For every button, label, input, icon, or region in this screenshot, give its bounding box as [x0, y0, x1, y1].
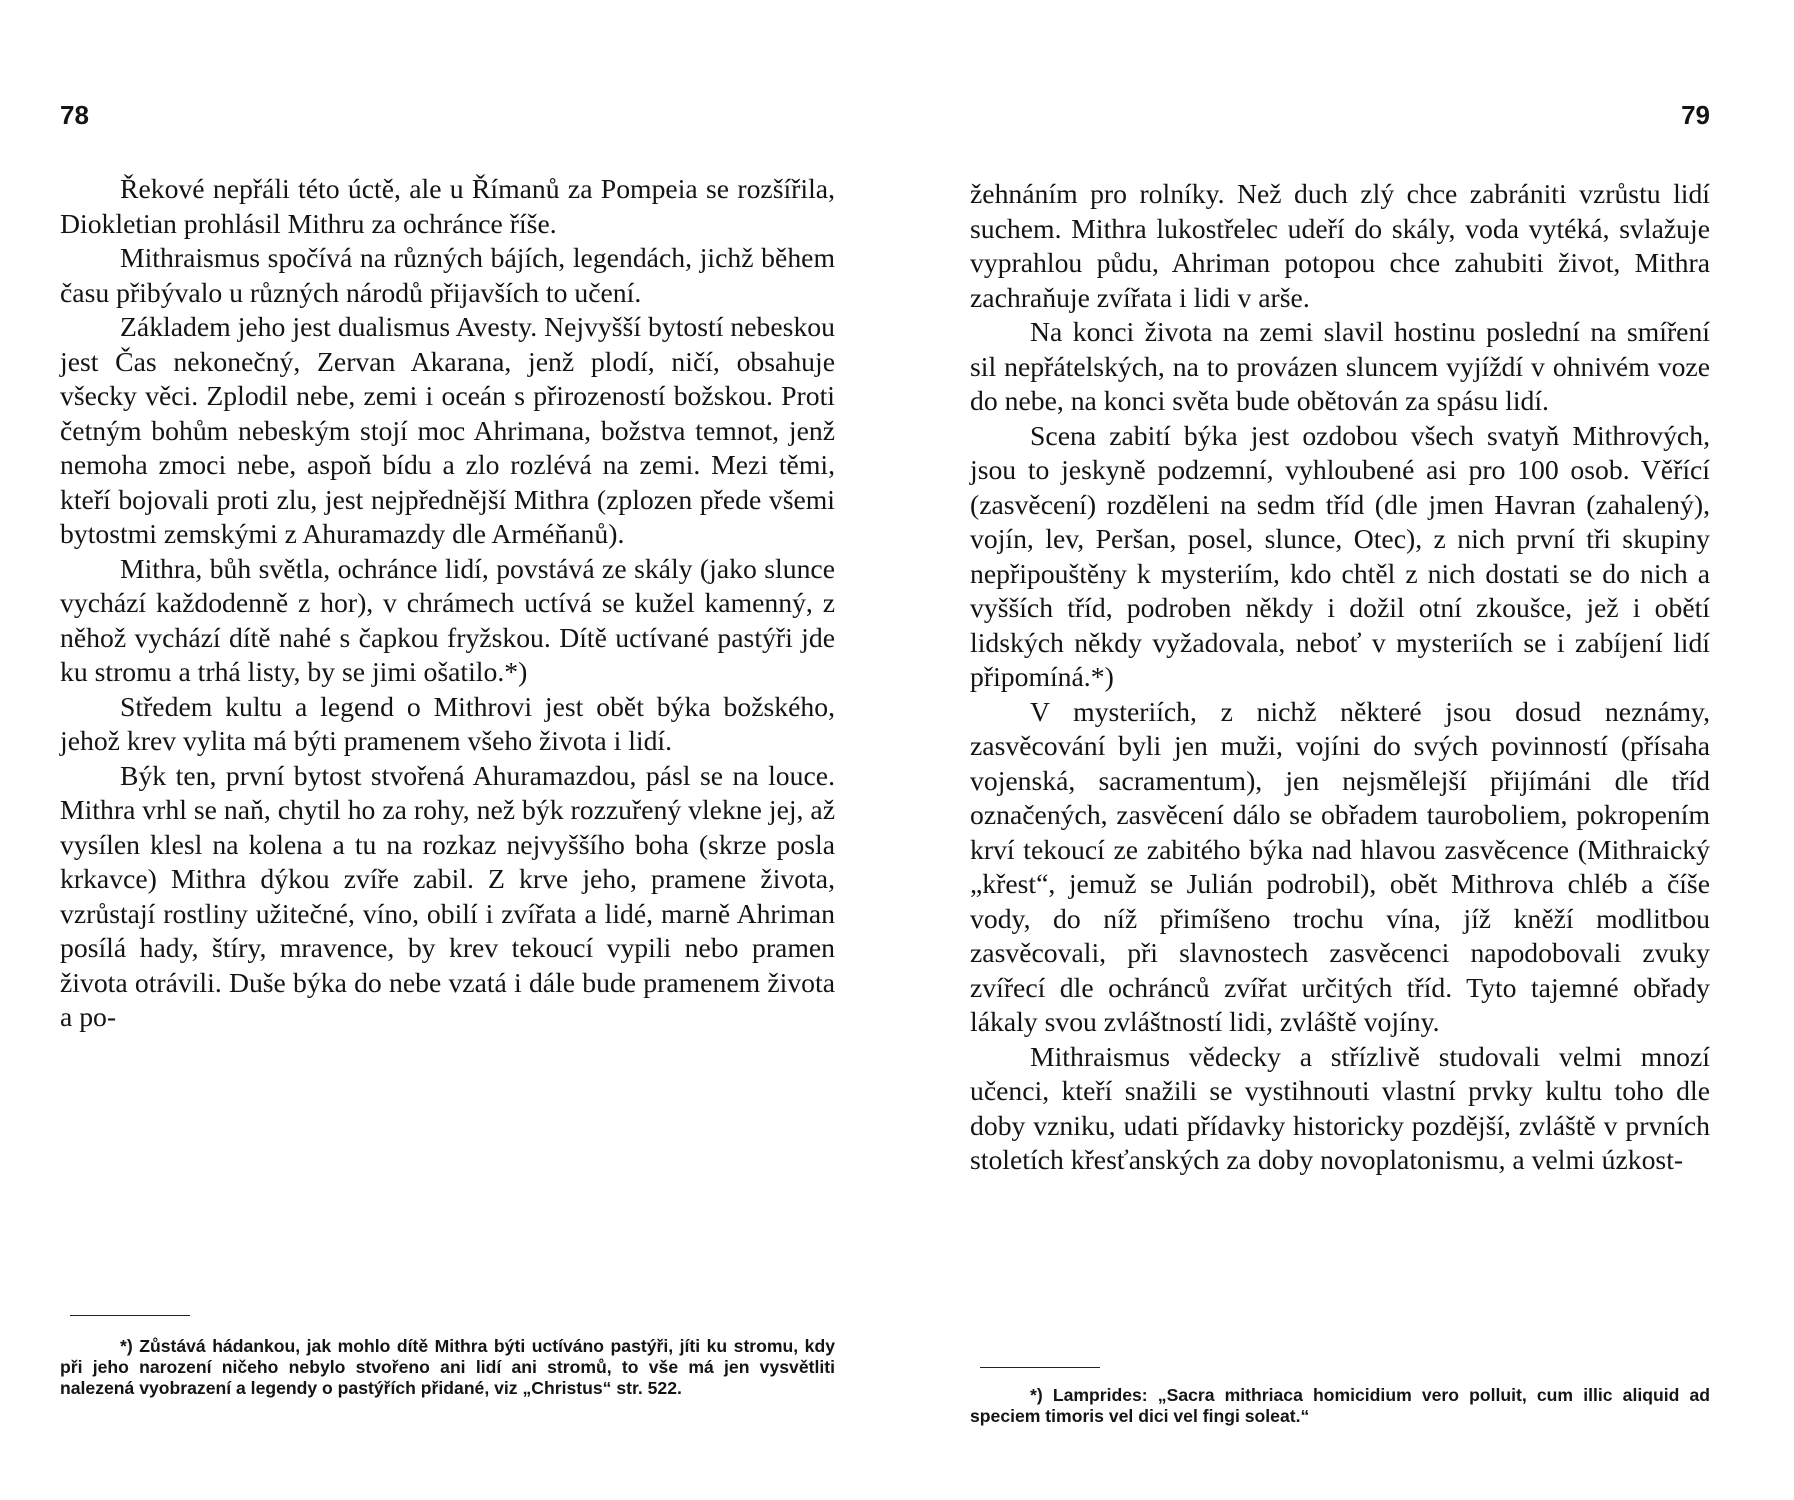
paragraph: Scena zabití býka jest ozdobou všech svatyň Mithrových, jsou to jeskyně podzemní, vyhloubené asi pro 100 osob. Věřící (zasvěcení) rozděleni na sedm tříd (dle jmen Havran (zahalený), vojín, lev, Peršan, posel, slunce, Otec), z nich první tři skupiny nepřipouštěny k mysteriím, kdo chtěl z nich dostati se do nich a vyšších tříd, podroben někdy i dožil otní zkoušce, jež i obětí lidských někdy vyžadovala, neboť v mysteriích se i zabíjení lidí připomíná.*): [970, 419, 1710, 692]
paragraph: Řekové nepřáli této úctě, ale u Římanů za Pompeia se rozšířila, Diokletian prohlásil Mithru za ochránce říše.: [60, 173, 835, 239]
paragraph: Základem jeho jest dualismus Avesty. Nejvyšší bytostí nebeskou jest Čas nekonečný, Zervan Akarana, jenž plodí, ničí, obsahuje všecky věci. Zplodil nebe, zemi i oceán s přirozeností božskou. Proti četným bohům nebeským stojí moc Ahrimana, božstva temnot, jenž nemoha zmoci nebe, aspoň bídu a zlo rozlévá na zemi. Mezi těmi, kteří bojovali proti zlu, jest nejpřednější Mithra (zplozen přede všemi bytostmi zemskými z Ahuramazdy dle Arméňanů).: [60, 311, 835, 549]
footnote-text: *) Zůstává hádankou, jak mohlo dítě Mithra býti uctíváno pastýři, jíti ku stromu, kdy při jeho narození ničeho nebylo stvořeno ani lidí ani stromů, to vše má jen vysvětliti nalezená vyobrazení a legendy o pastýřích přidané, viz „Christus“ str. 522.: [60, 1336, 835, 1398]
page-body: [60, 172, 835, 1035]
paragraph: Mithraismus spočívá na různých bájích, legendách, jichž během času přibývalo u různých národů přijavších to učení.: [60, 242, 835, 308]
footnote: [970, 1385, 1710, 1427]
footnote: [60, 1336, 835, 1399]
paragraph: Býk ten, první bytost stvořená Ahuramazdou, pásl se na louce. Mithra vrhl se naň, chytil ho za rohy, než býk rozzuřený vlekne jej, až vysílen klesl na kolena a tu na rozkaz nejvyššího boha (skrze posla krkavce) Mithra dýkou zvíře zabil. Z krve jeho, pramene života, vzrůstají rostliny užitečné, víno, obilí i zvířata a lidé, marně Ahriman posílá hady, štíry, mravence, by krev tekoucí vypili nebo pramen života otrávili. Duše býka do nebe vzatá i dále bude pramenem života a po-: [60, 759, 835, 1032]
paragraph: Středem kultu a legend o Mithrovi jest obět býka božského, jehož krev vylita má býti pramenem všeho života i lidí.: [60, 690, 835, 756]
page-body: [970, 177, 1710, 1178]
right-page: [970, 0, 1710, 1500]
footnote-divider: [70, 1315, 190, 1316]
paragraph: žehnáním pro rolníky. Než duch zlý chce zabrániti vzrůstu lidí suchem. Mithra lukostřelec udeří do skály, voda vytéká, svlažuje vyprahlou půdu, Ahriman potopou chce zahubiti život, Mithra zachraňuje zvířata i lidi v arše.: [970, 178, 1710, 313]
paragraph: Mithraismus vědecky a střízlivě studovali velmi mnozí učenci, kteří snažili se vystihnouti vlastní prvky kultu toho dle doby vzniku, udati přídavky historicky pozdější, zvláště v prvních stoletích křesťanských za doby novoplatonismu, a velmi úzkost-: [970, 1040, 1710, 1175]
footnote-text: *) Lamprides: „Sacra mithriaca homicidium vero polluit, cum illic aliquid ad speciem timoris vel dici vel fingi soleat.“: [970, 1385, 1710, 1426]
footnote-divider: [980, 1367, 1100, 1368]
paragraph: Mithra, bůh světla, ochránce lidí, povstává ze skály (jako slunce vychází každodenně z hor), v chrámech uctívá se kužel kamenný, z něhož vychází dítě nahé s čapkou fryžskou. Dítě uctívané pastýři jde ku stromu a trhá listy, by se jimi ošatilo.*): [60, 552, 835, 687]
page-number: 79: [1681, 100, 1710, 130]
paragraph: V mysteriích, z nichž některé jsou dosud neznámy, zasvěcování byli jen muži, vojíni do svých povinností (přísaha vojenská, sacramentum), jen nejsmělejší přijímáni dle tříd označených, zasvěcení dálo se obřadem tauroboliem, pokropením krví tekoucí ze zabitého býka nad hlavou zasvěcence (Mithraický „křest“, jemuž se Julián podrobil), obět Mithrova chléb a číše vody, do níž přimíšeno trochu vína, jíž kněží modlitbou zasvěcovali, při slavnostech zasvěcenci napodobovali zvuky zvířecí dle ochránců zvířat určitých tříd. Tyto tajemné obřady lákaly svou zvláštností lidi, zvláště vojíny.: [970, 695, 1710, 1037]
left-page: [60, 0, 835, 1500]
page-number: 78: [60, 100, 89, 130]
paragraph: Na konci života na zemi slavil hostinu poslední na smíření sil nepřátelských, na to provázen sluncem vyjíždí v ohnivém voze do nebe, na konci světa bude obětován za spásu lidí.: [970, 316, 1710, 416]
